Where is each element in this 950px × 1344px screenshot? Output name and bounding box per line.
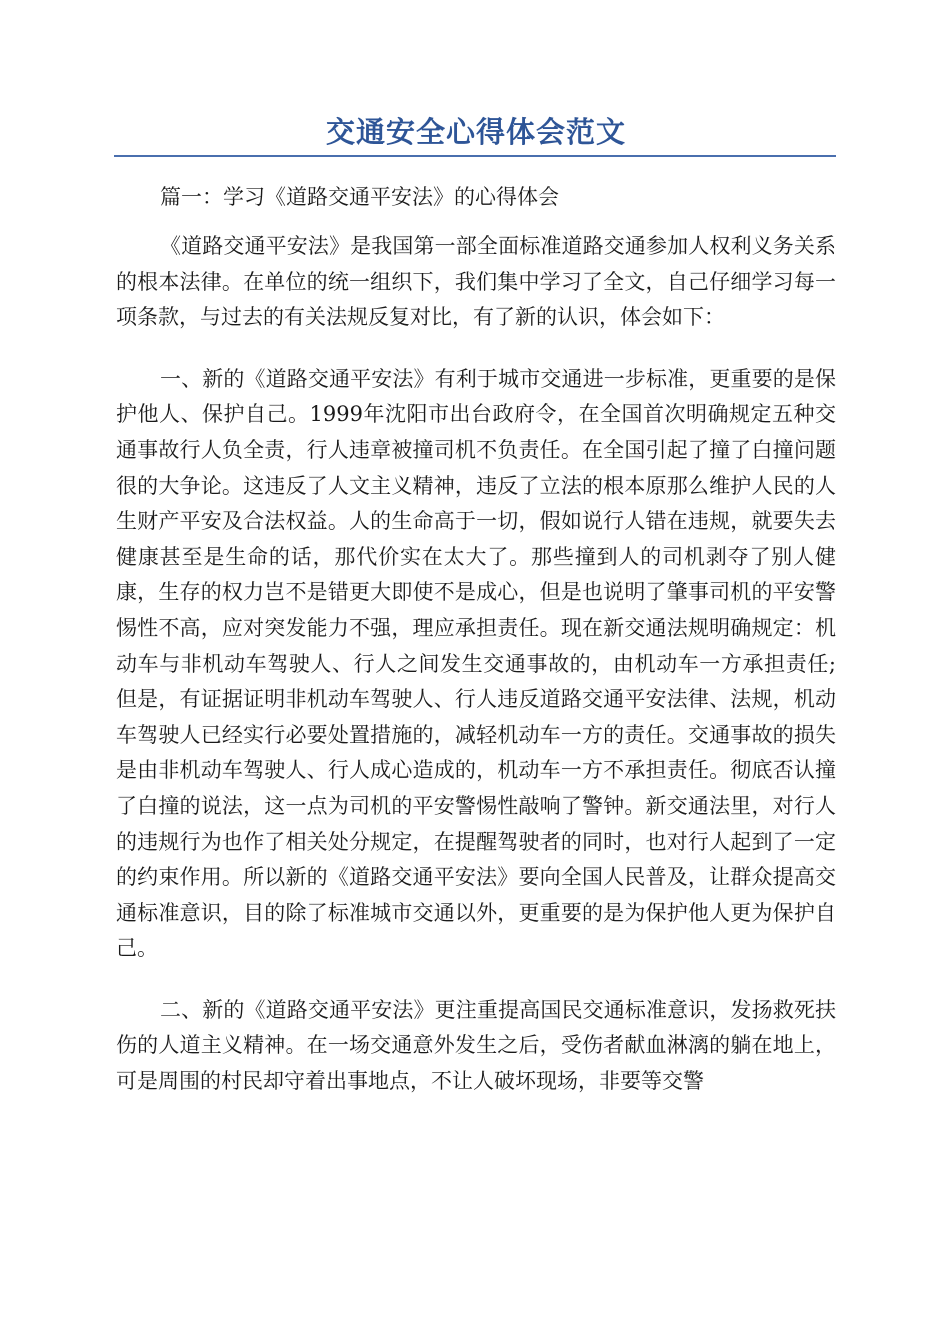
- document-title: 交通安全心得体会范文: [325, 115, 626, 149]
- document-page: [116, 0, 836, 1100]
- paragraph-point-two: 二、新的《道路交通平安法》更注重提高国民交通标准意识，发扬救死扶伤的人道主义精神。在一场交通意外发生之后，受伤者献血淋漓的躺在地上，可是周围的村民却守着出事地点，不让人破坏现场，非要等交警: [116, 997, 836, 1094]
- paragraph-point-one: 一、新的《道路交通平安法》有利于城市交通进一步标准，更重要的是保护他人、保护自己。1999年沈阳市出台政府令，在全国首次明确规定五种交通事故行人负全责，行人违章被撞司机不负责任。在全国引起了撞了白撞问题很的大争论。这违反了人文主义精神，违反了立法的根本原那么维护人民的人生财产平安及合法权益。人的生命高于一切，假如说行人错在违规，就要失去健康甚至是生命的话，那代价实在太大了。那些撞到人的司机剥夺了别人健康，生存的权力岂不是错更大即使不是成心，但是也说明了肇事司机的平安警惕性不高，应对突发能力不强，理应承担责任。现在新交通法规明确规定：机动车与非机动车驾驶人、行人之间发生交通事故的，由机动车一方承担责任;但是，有证据证明非机动车驾驶人、行人违反道路交通平安法律、法规，机动车驾驶人已经实行必要处置措施的，减轻机动车一方的责任。交通事故的损失是由非机动车驾驶人、行人成心造成的，机动车一方不承担责任。彻底否认撞了白撞的说法，这一点为司机的平安警惕性敲响了警钟。新交通法里，对行人的违规行为也作了相关处分规定，在提醒驾驶者的同时，也对行人起到了一定的约束作用。所以新的《道路交通平安法》要向全国人民普及，让群众提高交通标准意识，目的除了标准城市交通以外，更重要的是为保护他人更为保护自己。: [116, 366, 836, 961]
- title-underline: [114, 155, 836, 157]
- paragraph-intro: 《道路交通平安法》是我国第一部全面标准道路交通参加人权利义务关系的根本法律。在单位的统一组织下，我们集中学习了全文，自己仔细学习每一项条款，与过去的有关法规反复对比，有了新的认识，体会如下：: [116, 234, 836, 330]
- section-heading: 篇一：学习《道路交通平安法》的心得体会: [160, 185, 559, 209]
